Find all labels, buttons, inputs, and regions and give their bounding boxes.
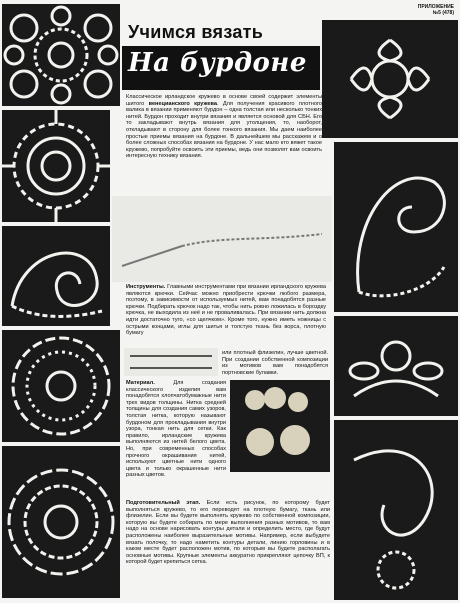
tools-continued bbox=[222, 350, 328, 376]
lace-motif-photo-3 bbox=[2, 226, 110, 326]
lace-motif-photo-6 bbox=[322, 20, 458, 138]
lace-motif-photo-9 bbox=[334, 420, 458, 600]
intro-text-b: . Для получения красивого плотного валика в вязании применяют бурдон – одна толстая или несколько тонких нитей. Бурдон проходит внутри вязания и является основой для СБН. Его то закладывают внутрь вязания для утолщения, то, наоборот, откладывают в сторону для более тонкого вязания. Мы даем наиболее простые приемы вязания на бурдоне. В дальнейшем мы расскажем и о более сложных способах вязания на бурдоне. У нас мало кто вяжет такое кружево, попробуйте освоить эти приемы, ведь они позволят вам освоить интересную технику вязания. bbox=[126, 100, 322, 160]
prep-heading: Подготовительный этап. bbox=[126, 500, 201, 506]
crochet-chain-photo bbox=[112, 196, 332, 282]
intro-text-bold: венецианского кружева bbox=[148, 100, 217, 107]
lace-motif-photo-5 bbox=[2, 446, 120, 598]
lace-motif-photo-1 bbox=[2, 4, 120, 106]
issue-number: №5 (478) bbox=[432, 10, 454, 16]
material-text: Для создания классического изделия вам понадобятся хлопчатобумажные нити трех видов толщины. Нитка средней толщины для создания самих узоров, толстая нитка, которую называют бурдоном для прокладывания внутри узора, тонкая нить для сетки. Как правило, ирландские кружева выполняются из нитей белого цвета. Но, при современных способах прочного окрашивания нитей, используют цветные нити одного цвета и только окрашенные нити разных цветов. bbox=[126, 380, 226, 479]
lace-motif-photo-2 bbox=[2, 110, 110, 222]
material-heading: Материал. bbox=[126, 380, 155, 386]
lace-motif-photo-8 bbox=[334, 316, 458, 416]
tools-text-2: или плотный флизелин, лучше цветной. При создании собственной композиции из мотивов вам понадобятся портновские булавки. bbox=[222, 350, 328, 376]
thread-spools-photo bbox=[230, 380, 330, 472]
issue-header bbox=[418, 4, 454, 16]
lace-motif-photo-7 bbox=[334, 142, 458, 312]
tools-section bbox=[126, 284, 326, 337]
lace-motif-photo-4 bbox=[2, 330, 120, 442]
tools-heading: Инструменты. bbox=[126, 284, 166, 290]
app-label: ПРИЛОЖЕНИЕ bbox=[417, 4, 454, 10]
prep-text: Если есть рисунок, по которому будет выполняться кружево, то его переводят на плотную бумагу, ткань или флизелин. Если вы будете выполнять кружево по собственной композиции, которую вы будете собирать по мере выполнения разных мотивов, то вам надо на основе нарисовать контуры детали и определить место, где будут расположены наиболее выразительные мотивы. Например, если выбудете вязать полочку, то надо наметить контуры детали, линию горловины и в каком месте будет расположен мотив, по которым вы будете располагать основные мотивы. Крупные элементы аккуратно прикрепляют цепочку ВП, к которой будет крепиться сетка. bbox=[126, 500, 330, 566]
prep-section bbox=[126, 500, 330, 566]
title-line-2: На бурдоне bbox=[128, 48, 307, 78]
tools-text: Главными инструментами при вязании ирландского кружева являются крючки. Сейчас можно приобрести крючки любого размера, поэтому, в зависимости от используемых нитей, вам понадобятся разные крючки. Подбирать крючок надо так, чтобы нить ровно ложилась в бороздку крючка, не выходила из неё и не проваливалась. При вязании нить должна идти достаточно туго, «со щелчком». Кроме того, нужно иметь ножницы с острыми концами, иглы для шитья и толстую ткань без ворса, плотную бумагу bbox=[126, 284, 326, 337]
title-line-1: Учимся вязать bbox=[128, 22, 264, 42]
material-section bbox=[126, 380, 226, 479]
intro-paragraph bbox=[126, 94, 322, 160]
intro-text-a: Классическое ирландское кружево в основе своей содержит элементы шитого bbox=[126, 94, 322, 107]
hooks-photo bbox=[124, 348, 218, 376]
